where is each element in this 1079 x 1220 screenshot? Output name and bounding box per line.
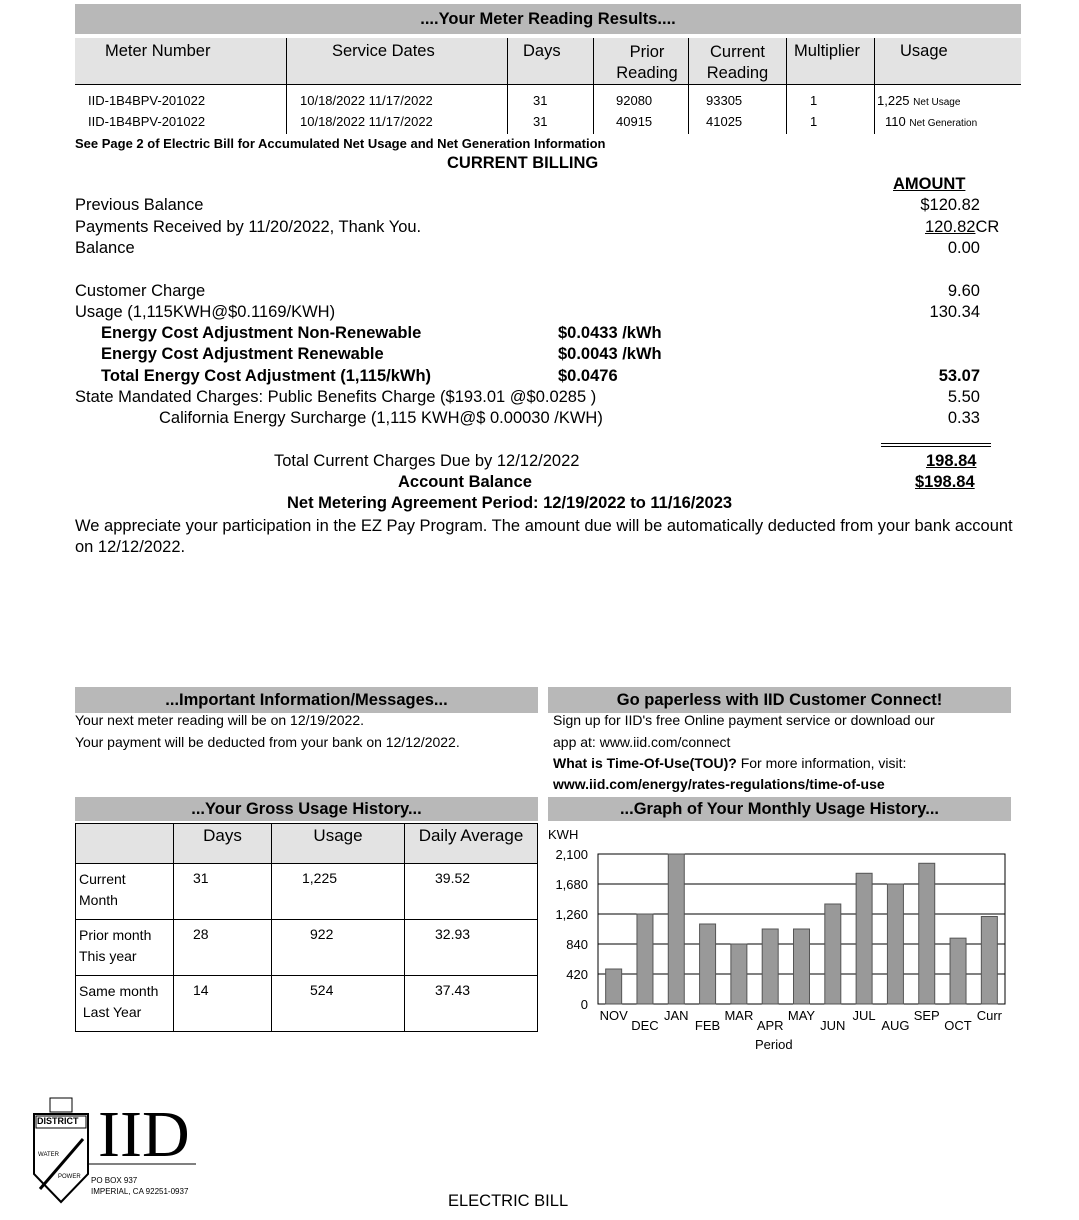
x-tick-label: JUL	[852, 1008, 876, 1023]
state-charges-label: State Mandated Charges: Public Benefits Charge ($193.01 @$0.0285 )	[75, 388, 597, 406]
col-days: Days	[523, 42, 561, 60]
eca-nonrenewable-label: Energy Cost Adjustment Non-Renewable	[101, 324, 422, 342]
amount-header: AMOUNT	[893, 175, 966, 193]
usage: 1,225	[877, 93, 910, 108]
bar-feb	[700, 924, 716, 1004]
x-tick-label: JUN	[820, 1018, 846, 1033]
eca-renewable-rate: $0.0043 /kWh	[558, 345, 662, 363]
gross-row: Same month Last Year 14 524 37.43	[76, 976, 538, 1032]
x-tick-label: AUG	[881, 1018, 910, 1033]
x-tick-label: SEP	[913, 1008, 940, 1023]
multiplier: 1	[810, 93, 818, 108]
account-balance-label: Account Balance	[398, 473, 532, 491]
total-eca: 53.07	[938, 367, 980, 385]
meter-number: IID-1B4BPV-201022	[88, 114, 206, 129]
chart-xlabel: Period	[755, 1037, 793, 1052]
total-due: 198.84	[926, 452, 977, 470]
col-usage: Usage	[900, 42, 948, 60]
gross-col-avg: Daily Average	[405, 824, 538, 864]
bar-mar	[731, 944, 747, 1004]
usage: 110	[885, 114, 906, 129]
x-tick-label: FEB	[694, 1018, 721, 1033]
gross-col-days: Days	[174, 824, 272, 864]
days: 31	[533, 93, 548, 108]
payments-label: Payments Received by 11/20/2022, Thank You.	[75, 218, 422, 236]
chart-title: ...Graph of Your Monthly Usage History...	[548, 797, 1011, 821]
info-title: ...Important Information/Messages...	[75, 687, 538, 713]
y-tick-label: 1,260	[555, 907, 588, 922]
y-tick-label: 420	[566, 967, 588, 982]
balance: 0.00	[947, 239, 980, 257]
gross-usage-table	[75, 823, 538, 1032]
tou-more: For more information, visit:	[736, 755, 907, 771]
total-eca-rate: $0.0476	[558, 367, 618, 385]
credit-suffix: CR	[975, 218, 1000, 236]
gross-col-usage: Usage	[272, 824, 405, 864]
usage-chart	[540, 840, 1020, 1040]
energy-surcharge: 0.33	[947, 409, 980, 427]
current-reading: 41025	[706, 114, 743, 129]
usage-label: Net Usage	[913, 97, 961, 108]
customer-charge-label: Customer Charge	[75, 282, 206, 300]
col-meter-number: Meter Number	[105, 42, 211, 60]
billing-title: CURRENT BILLING	[447, 154, 599, 172]
paperless-title: Go paperless with IID Customer Connect!	[548, 687, 1011, 713]
net-metering-period: Net Metering Agreement Period: 12/19/2022 to 11/16/2023	[287, 494, 733, 512]
bar-aug	[887, 884, 903, 1004]
y-tick-label: 2,100	[555, 847, 588, 862]
x-tick-label: JAN	[663, 1008, 689, 1023]
payments-amount: 120.82	[925, 218, 976, 236]
state-charges: 5.50	[947, 388, 980, 406]
current-reading: 93305	[706, 93, 743, 108]
col-service-dates: Service Dates	[332, 42, 435, 60]
document-label: ELECTRIC BILL	[448, 1192, 569, 1210]
x-tick-label: MAR	[724, 1008, 754, 1023]
service-dates: 10/18/2022 11/17/2022	[300, 114, 433, 129]
energy-surcharge-label: California Energy Surcharge (1,115 KWH@$ 0.00030 /KWH)	[159, 409, 603, 427]
bar-sep	[919, 863, 935, 1004]
x-tick-label: Curr	[976, 1008, 1002, 1023]
customer-charge: 9.60	[947, 282, 980, 300]
paperless-link[interactable]: app at: www.iid.com/connect	[553, 734, 731, 750]
bar-dec	[637, 914, 653, 1004]
ezpay-message: We appreciate your participation in the EZ Pay Program. The amount due will be automatically deducted from your bank account on 12/12/2022.	[75, 517, 1013, 556]
account-balance: $198.84	[915, 473, 975, 491]
col-current-reading: Current Reading	[706, 43, 769, 82]
iid-logo	[28, 1094, 203, 1211]
bar-jan	[668, 854, 684, 1004]
previous-balance-label: Previous Balance	[75, 196, 204, 214]
eca-nonrenewable-rate: $0.0433 /kWh	[558, 324, 662, 342]
bar-jul	[856, 873, 872, 1004]
prior-reading: 40915	[616, 114, 653, 129]
col-multiplier: Multiplier	[794, 42, 861, 60]
service-dates: 10/18/2022 11/17/2022	[300, 93, 433, 108]
x-tick-label: APR	[756, 1018, 784, 1033]
gross-title: ...Your Gross Usage History...	[75, 797, 538, 821]
total-rule	[881, 443, 991, 447]
address-line1: PO BOX 937	[91, 1176, 138, 1185]
gross-row: Prior month This year 28 922 32.93	[76, 920, 538, 976]
x-tick-label: DEC	[631, 1018, 659, 1033]
x-tick-label: OCT	[944, 1018, 972, 1033]
usage-charge: 130.34	[929, 303, 980, 321]
y-tick-label: 840	[566, 937, 588, 952]
gross-row: Current Month 31 1,225 39.52	[76, 864, 538, 920]
days: 31	[533, 114, 548, 129]
chart-ylabel: KWH	[548, 827, 579, 842]
bar-apr	[762, 929, 778, 1004]
logo-district: DISTRICT	[37, 1116, 79, 1126]
usage-charge-label: Usage (1,115KWH@$0.1169/KWH)	[75, 303, 336, 321]
bar-may	[794, 929, 810, 1004]
eca-renewable-label: Energy Cost Adjustment Renewable	[101, 345, 384, 363]
address-line2: IMPERIAL, CA 92251-0937	[91, 1187, 189, 1196]
total-due-label: Total Current Charges Due by 12/12/2022	[274, 452, 580, 470]
y-tick-label: 1,680	[555, 877, 588, 892]
multiplier: 1	[810, 114, 818, 129]
meter-note: See Page 2 of Electric Bill for Accumulated Net Usage and Net Generation Information	[75, 136, 606, 151]
meter-section-title: ....Your Meter Reading Results....	[75, 4, 1021, 34]
prior-reading: 92080	[616, 93, 653, 108]
info-line: Your payment will be deducted from your bank on 12/12/2022.	[75, 734, 460, 750]
x-tick-label: MAY	[787, 1008, 816, 1023]
paperless-line: Sign up for IID's free Online payment service or download our	[553, 712, 935, 728]
y-tick-label: 0	[580, 997, 588, 1012]
bar-jun	[825, 904, 841, 1004]
tou-link[interactable]: www.iid.com/energy/rates-regulations/time-of-use	[553, 776, 885, 792]
info-line: Your next meter reading will be on 12/19/2022.	[75, 712, 365, 728]
x-tick-label: NOV	[599, 1008, 628, 1023]
usage-label: Net Generation	[909, 118, 978, 129]
col-prior-reading: Prior Reading	[616, 43, 678, 82]
logo-power: POWER	[58, 1174, 81, 1180]
bar-curr	[981, 917, 997, 1005]
tou-question: What is Time-Of-Use(TOU)?	[553, 755, 737, 771]
bar-oct	[950, 938, 966, 1004]
logo-water: WATER	[38, 1152, 59, 1158]
bar-nov	[606, 969, 622, 1004]
logo-text: IID	[98, 1098, 190, 1171]
balance-label: Balance	[75, 239, 135, 257]
meter-number: IID-1B4BPV-201022	[88, 93, 206, 108]
previous-balance: $120.82	[920, 196, 980, 214]
total-eca-label: Total Energy Cost Adjustment (1,115/kWh)	[101, 367, 432, 385]
